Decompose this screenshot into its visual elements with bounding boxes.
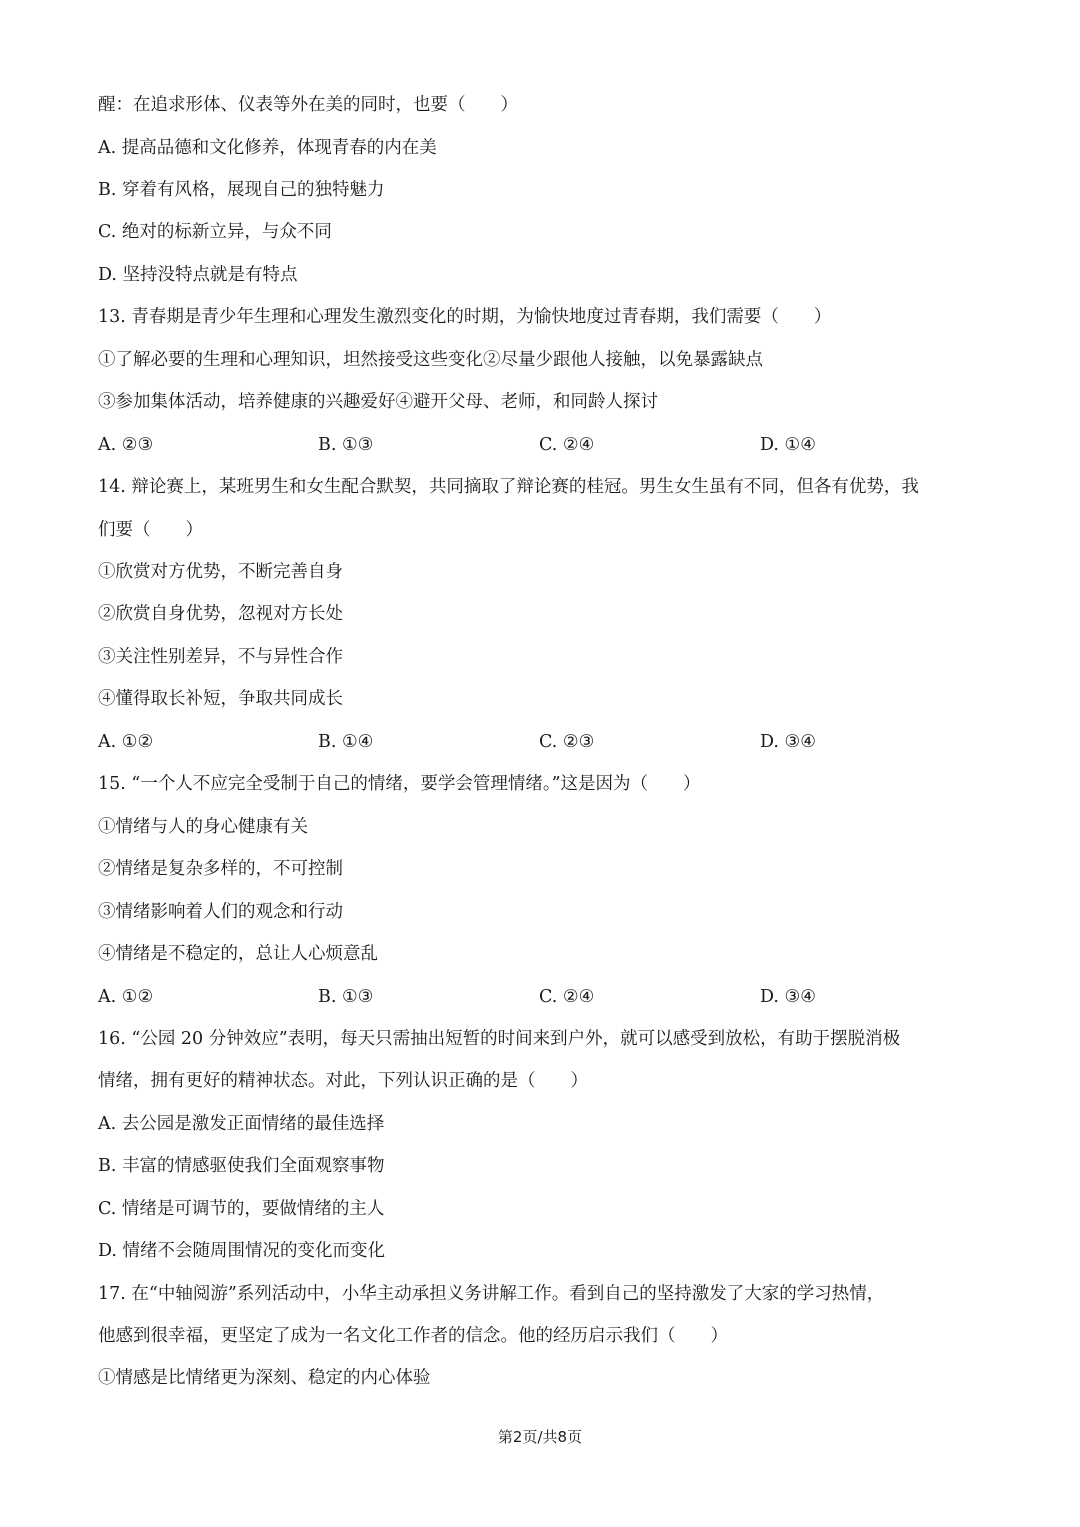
question-15-option-c: C. ②④ [539,987,595,1007]
page-number-footer: 第2页/共8页 [497,1428,583,1446]
question-17-stem-line-2: 他感到很幸福，更坚定了成为一名文化工作者的信念。他的经历启示我们（ ） [98,1326,728,1346]
question-12-option-c: C. 绝对的标新立异，与众不同 [98,222,332,242]
question-14-statement-2: ②欣赏自身优势，忽视对方长处 [98,604,343,624]
question-15-option-d: D. ③④ [760,987,816,1007]
question-15-statement-4: ④情绪是不稳定的，总让人心烦意乱 [98,944,378,964]
question-13-statement-line-2: ③参加集体活动，培养健康的兴趣爱好④避开父母、老师，和同龄人探讨 [98,392,658,412]
question-13-stem: 13. 青春期是青少年生理和心理发生激烈变化的时期，为愉快地度过青春期，我们需要（ ） [98,307,832,327]
question-14-option-a: A. ①② [98,732,154,752]
question-15-option-b: B. ①③ [318,987,374,1007]
question-12-stem-continuation: 醒：在追求形体、仪表等外在美的同时，也要（ ） [98,95,518,115]
question-14-option-c: C. ②③ [539,732,595,752]
question-16-stem-line-2: 情绪，拥有更好的精神状态。对此，下列认识正确的是（ ） [98,1071,588,1091]
question-16-option-c: C. 情绪是可调节的，要做情绪的主人 [98,1199,385,1219]
question-15-statement-1: ①情绪与人的身心健康有关 [98,817,308,837]
question-15-statement-3: ③情绪影响着人们的观念和行动 [98,902,343,922]
question-14-statement-3: ③关注性别差异，不与异性合作 [98,647,343,667]
question-14-stem-line-1: 14. 辩论赛上，某班男生和女生配合默契，共同摘取了辩论赛的桂冠。男生女生虽有不同，但各有优势，我 [98,477,919,497]
question-15-option-a: A. ①② [98,987,154,1007]
question-12-option-a: A. 提高品德和文化修养，体现青春的内在美 [98,138,437,158]
question-12-option-d: D. 坚持没特点就是有特点 [98,265,298,285]
question-16-stem-line-1: 16. “公园 20 分钟效应”表明，每天只需抽出短暂的时间来到户外，就可以感受到放松，有助于摆脱消极 [98,1029,901,1049]
question-13-option-d: D. ①④ [760,435,816,455]
question-13-statement-line-1: ①了解必要的生理和心理知识，坦然接受这些变化②尽量少跟他人接触，以免暴露缺点 [98,350,763,370]
question-15-statement-2: ②情绪是复杂多样的，不可控制 [98,859,343,879]
question-14-option-b: B. ①④ [318,732,374,752]
question-12-option-b: B. 穿着有风格，展现自己的独特魅力 [98,180,385,200]
question-15-stem: 15. “一个人不应完全受制于自己的情绪，要学会管理情绪。”这是因为（ ） [98,774,701,794]
question-16-option-d: D. 情绪不会随周围情况的变化而变化 [98,1241,386,1261]
question-14-stem-line-2: 们要（ ） [98,520,203,540]
question-16-option-a: A. 去公园是激发正面情绪的最佳选择 [98,1114,385,1134]
question-17-stem-line-1: 17. 在“中轴阅游”系列活动中，小华主动承担义务讲解工作。看到自己的坚持激发了大家的学习热情， [98,1284,885,1304]
question-14-statement-1: ①欣赏对方优势，不断完善自身 [98,562,343,582]
question-13-option-a: A. ②③ [98,435,154,455]
question-17-statement-1: ①情感是比情绪更为深刻、稳定的内心体验 [98,1368,431,1388]
question-16-option-b: B. 丰富的情感驱使我们全面观察事物 [98,1156,385,1176]
question-13-option-c: C. ②④ [539,435,595,455]
question-14-option-d: D. ③④ [760,732,816,752]
question-13-option-b: B. ①③ [318,435,374,455]
question-14-statement-4: ④懂得取长补短，争取共同成长 [98,689,343,709]
